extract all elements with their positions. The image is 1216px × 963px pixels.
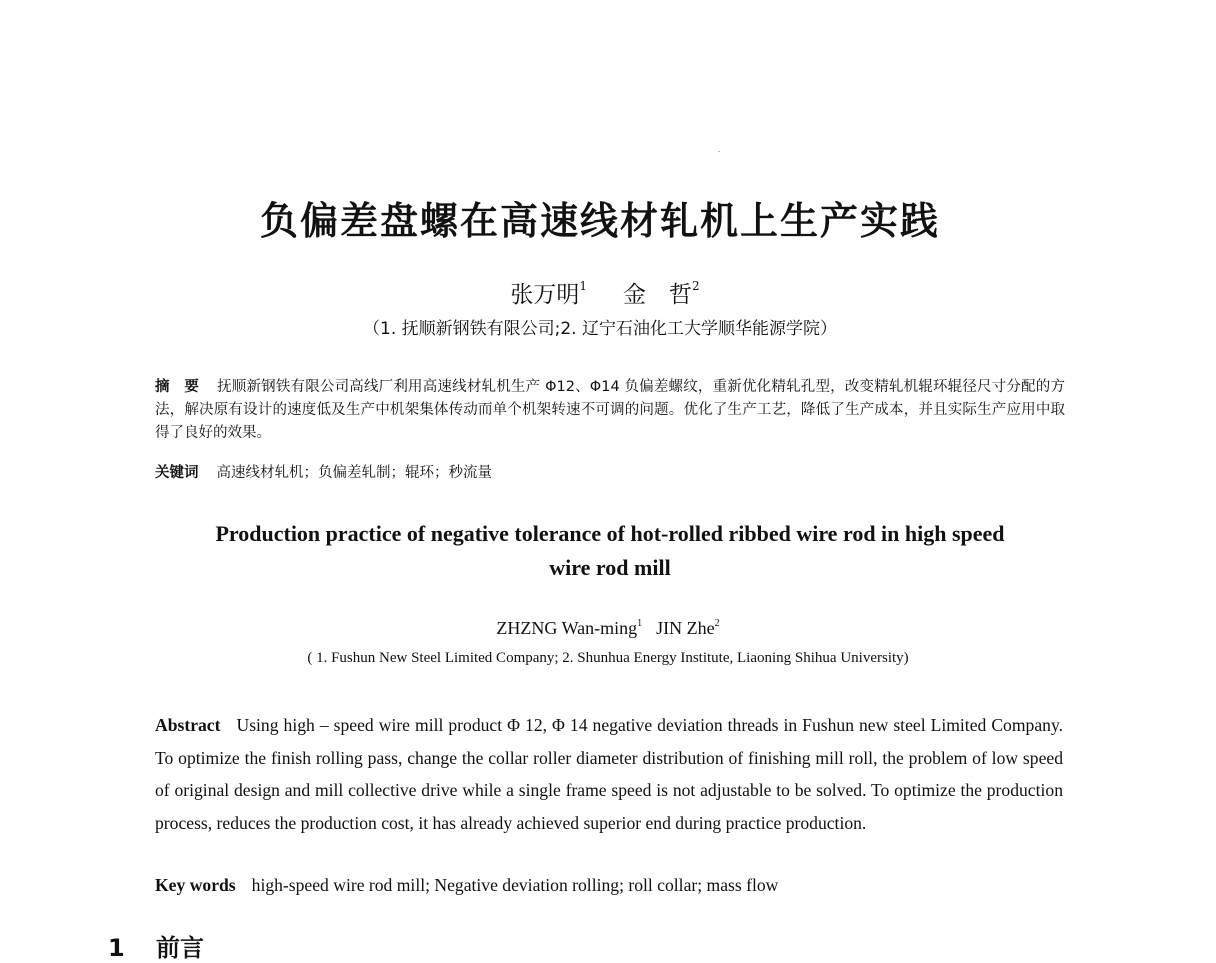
chinese-keywords [155,462,1065,485]
scan-speck [718,151,720,152]
chinese-author-1-mark: 1 [579,279,587,293]
section-title: 前言 [156,934,204,962]
chinese-abstract-label: 摘 要 [155,379,200,395]
english-title: Production practice of negative tolerance of hot-rolled ribbed wire rod in high speed wire rod mill [215,521,1005,580]
english-author-2: JIN Zhe [656,618,715,638]
english-keywords-label: Key words [155,875,236,895]
chinese-affiliation: （1. 抚顺新钢铁有限公司;2. 辽宁石油化工大学顺华能源学院） [363,319,837,339]
chinese-abstract-text: 抚顺新钢铁有限公司高线厂利用高速线材轧机生产 Φ12、Φ14 负偏差螺纹，重新优化精轧孔型，改变精轧机辊环辊径尺寸分配的方法，解决原有设计的速度低及生产中机架集体传动而单个机架转速不可调的问题。优化了生产工艺，降低了生产成本，并且实际生产应用中取得了良好的效果。 [155,379,1065,441]
english-authors [0,618,1216,639]
english-author-1: ZHZNG Wan-ming [496,618,638,638]
chinese-title: 负偏差盘螺在高速线材轧机上生产实践 [259,199,940,243]
english-abstract-label: Abstract [155,715,221,735]
chinese-keywords-label: 关键词 [155,465,199,481]
chinese-keywords-text: 高速线材轧机；负偏差轧制；辊环；秒流量 [216,465,492,481]
chinese-author-2-mark: 2 [692,279,700,293]
chinese-abstract [155,376,1065,445]
chinese-authors [0,276,1210,309]
english-author-2-mark: 2 [714,618,720,629]
english-author-1-mark: 1 [637,618,643,629]
chinese-author-2: 金 哲 [623,282,692,308]
english-abstract [155,709,1063,839]
english-abstract-text: Using high – speed wire mill product Φ 12, Φ 14 negative deviation threads in Fushun new steel Limited Company. To optimize the finish rolling pass, change the collar roller diameter distribution of finishing mill roll, the problem of low speed of original design and mill collective drive while a single frame speed is not adjustable to be solved. To optimize the production process, reduces the production cost, it has already achieved superior end during practice production. [155,715,1063,833]
english-keywords [155,870,1063,900]
section-heading [108,928,204,963]
english-affiliation: ( 1. Fushun New Steel Limited Company; 2. Shunhua Energy Institute, Liaoning Shihua University) [307,650,909,666]
section-number: 1 [108,934,125,962]
chinese-author-1: 张万明 [510,282,580,308]
english-keywords-text: high-speed wire rod mill; Negative deviation rolling; roll collar; mass flow [251,875,779,895]
